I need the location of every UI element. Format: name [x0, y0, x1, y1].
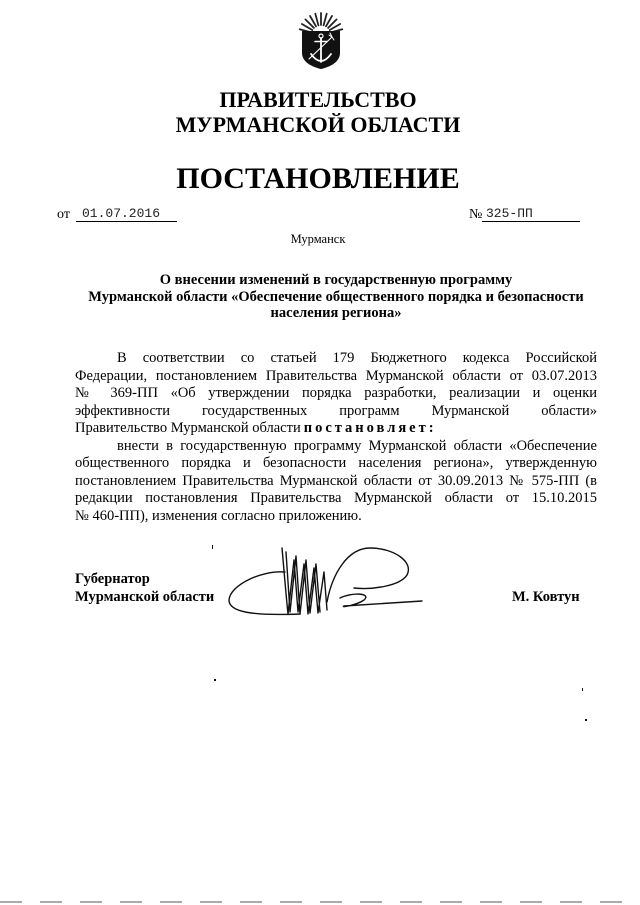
resolve-word: постановляет:	[303, 420, 437, 437]
scan-speck	[582, 688, 583, 691]
title-line: Мурманской области «Обеспечение общественного порядка и безопасности	[88, 288, 584, 305]
document-title	[75, 272, 597, 322]
document-body	[75, 350, 597, 525]
letterhead-line-2: МУРМАНСКОЙ ОБЛАСТИ	[175, 112, 461, 137]
signatory-position-line: Мурманской области	[75, 589, 215, 605]
resolve-line	[75, 420, 597, 438]
title-line: О внесении изменений в государственную программу	[159, 272, 513, 288]
document-number: 325-ПП	[486, 206, 533, 221]
scan-speck	[214, 679, 216, 681]
body-line: постановлением Правительства Мурманской области от 30.09.2013 № 575-ПП (в	[75, 472, 597, 489]
title-line: населения региона»	[270, 305, 402, 321]
body-line: редакции постановления Правительства Мурманской области от 15.10.2015	[75, 490, 597, 507]
resolve-lead: Правительство Мурманской области	[75, 420, 301, 437]
signatory-position	[75, 570, 214, 606]
document-date: 01.07.2016	[82, 206, 161, 221]
signatory-name: М. Ковтун	[512, 589, 580, 605]
document-type: ПОСТАНОВЛЕНИЕ	[176, 162, 460, 195]
number-prefix: №	[469, 207, 483, 222]
date-prefix: от	[57, 207, 70, 222]
handwritten-signature	[222, 540, 432, 620]
body-line: № 369-ПП «Об утверждении порядка разработки, реализации и оценки	[75, 385, 597, 402]
city: Мурманск	[290, 232, 346, 246]
date-underline	[76, 221, 177, 222]
body-line: эффективности государственных программ Мурманской области»	[75, 402, 597, 419]
letterhead-line-1: ПРАВИТЕЛЬСТВО	[219, 87, 417, 112]
body-line: Федерации, постановлением Правительства Мурманской области от 03.07.2013	[75, 367, 597, 384]
body-line: общественного порядка и безопасности населения региона», утвержденную	[75, 455, 597, 472]
letterhead	[0, 87, 636, 137]
scan-edge-artifact	[0, 901, 640, 903]
body-line: № 460-ПП), изменения согласно приложению.	[75, 507, 362, 524]
scan-speck	[585, 719, 587, 721]
body-line: внести в государственную программу Мурманской области «Обеспечение	[117, 437, 597, 454]
number-underline	[482, 221, 580, 222]
signatory-position-line: Губернатор	[75, 571, 150, 587]
body-line: В соответствии со статьей 179 Бюджетного кодекса Российской	[117, 350, 597, 366]
scan-speck	[212, 545, 213, 549]
coat-of-arms-icon	[297, 11, 345, 69]
